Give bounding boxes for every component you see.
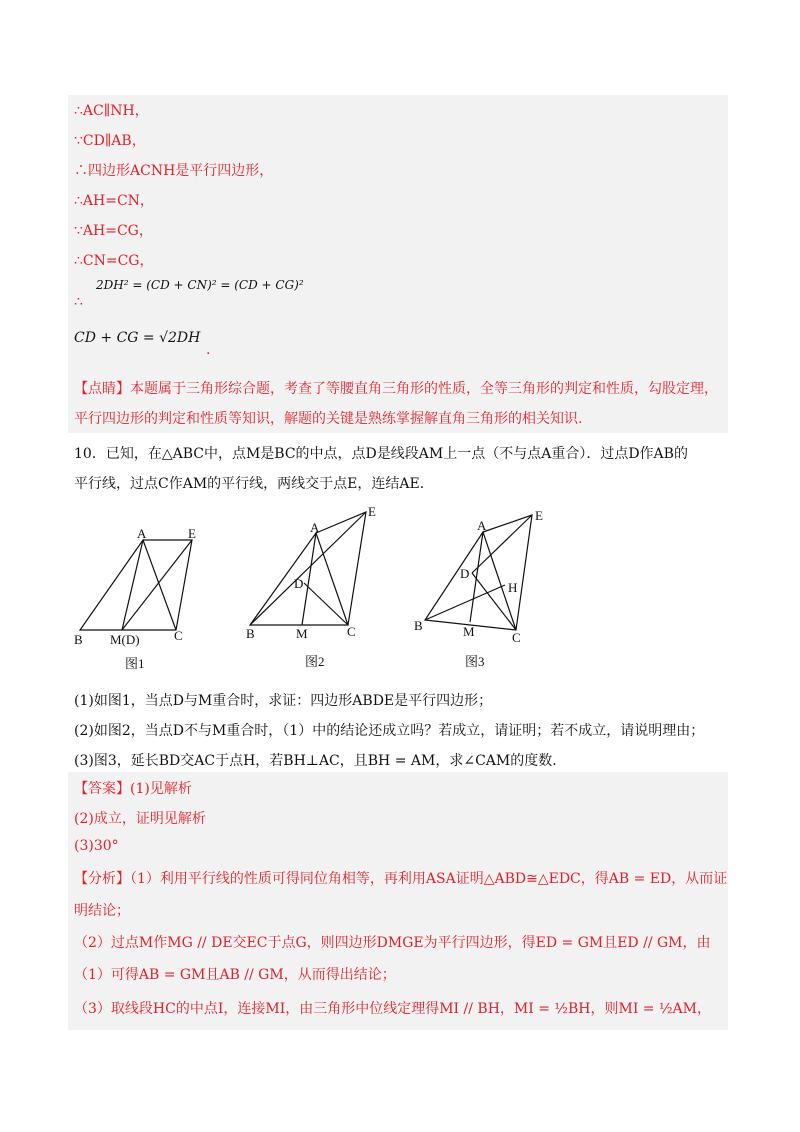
figure-label: A <box>310 520 320 535</box>
figure-label: A <box>137 526 147 541</box>
analysis-label: 【分析】 <box>74 871 130 887</box>
question-2: (2)如图2，当点D不与M重合时，（1）中的结论还成立吗？若成立，请证明；若不成立，请说明理由； <box>74 723 705 739</box>
figure-label: B <box>414 618 423 633</box>
figure-caption: 图3 <box>465 654 485 669</box>
figure-label: B <box>246 626 255 641</box>
analysis-line <box>74 868 727 888</box>
analysis-line: （1）可得AB = GM且AB // GM，从而得出结论； <box>74 967 396 983</box>
figure-label: H <box>508 580 518 595</box>
solution-line: ∴AC∥NH， <box>74 103 149 119</box>
figure-label: M <box>463 624 475 639</box>
figure-1 <box>80 540 192 630</box>
figure-label: E <box>188 526 196 541</box>
answer-1: (1)见解析 <box>130 781 192 797</box>
figure-label: B <box>74 632 83 647</box>
figure-label: C <box>512 630 521 645</box>
figure-caption: 图2 <box>305 654 325 669</box>
figure-label: E <box>368 504 376 519</box>
problem-line: 10．已知，在△ABC中，点M是BC的中点，点D是线段AM上一点（不与点A重合）．过点D作AB的 <box>74 446 688 462</box>
answer-label: 【答案】 <box>74 781 130 797</box>
figure-label: D <box>460 566 470 581</box>
figure-label: E <box>535 508 543 523</box>
figure-2 <box>250 512 366 625</box>
solution-line: ∴四边形ACNH是平行四边形， <box>74 163 274 179</box>
comment-line <box>74 378 718 398</box>
analysis-line: （3）取线段HC的中点I，连接MI，由三角形中位线定理得MI // BH，MI = ½BH，则MI = ½AM， <box>74 1001 711 1017</box>
therefore-symbol: ∴ <box>74 294 83 310</box>
analysis-line: （2）过点M作MG // DE交EC于点G，则四边形DMGE为平行四边形，得ED = GM且ED // GM，由 <box>74 935 711 951</box>
comment-label: 【点睛】 <box>74 381 130 397</box>
analysis-line: 明结论； <box>74 903 130 919</box>
period: . <box>206 342 211 358</box>
analysis-text: （1）利用平行线的性质可得同位角相等，再利用ASA证明△ABD≅△EDC，得AB = ED，从而证 <box>130 871 728 887</box>
answer-2: (2)成立，证明见解析 <box>74 811 206 827</box>
comment-text: 本题属于三角形综合题，考查了等腰直角三角形的性质，全等三角形的判定和性质，勾股定理， <box>130 381 718 397</box>
geometry-figures <box>0 500 800 675</box>
figure-label: C <box>347 624 356 639</box>
figure-label: M <box>296 626 308 641</box>
figure-caption: 图1 <box>125 656 145 671</box>
answer-line <box>74 778 192 798</box>
solution-line: ∴AH=CN， <box>74 193 154 209</box>
problem-line: 平行线，过点C作AM的平行线，两线交于点E，连结AE． <box>74 476 434 492</box>
comment-line: 平行四边形的判定和性质等知识，解题的关键是熟练掌握解直角三角形的相关知识. <box>74 411 583 427</box>
solution-line: ∵AH=CG， <box>74 223 153 239</box>
equation: CD + CG = √2DH <box>74 330 201 346</box>
equation: 2DH² = (CD + CN)² = (CD + CG)² <box>96 278 304 292</box>
answer-3: (3)30° <box>74 838 119 854</box>
figure-label: C <box>174 628 183 643</box>
solution-line: ∵CD∥AB， <box>74 133 146 149</box>
figure-label: D <box>294 576 304 591</box>
question-1: (1)如图1，当点D与M重合时，求证：四边形ABDE是平行四边形； <box>74 693 493 709</box>
question-3: (3)图3，延长BD交AC于点H，若BH⊥AC，且BH = AM，求∠CAM的度数. <box>74 753 557 769</box>
solution-line: ∴CN=CG， <box>74 253 154 269</box>
figure-label: M(D) <box>110 632 140 647</box>
figure-label: A <box>477 518 487 533</box>
